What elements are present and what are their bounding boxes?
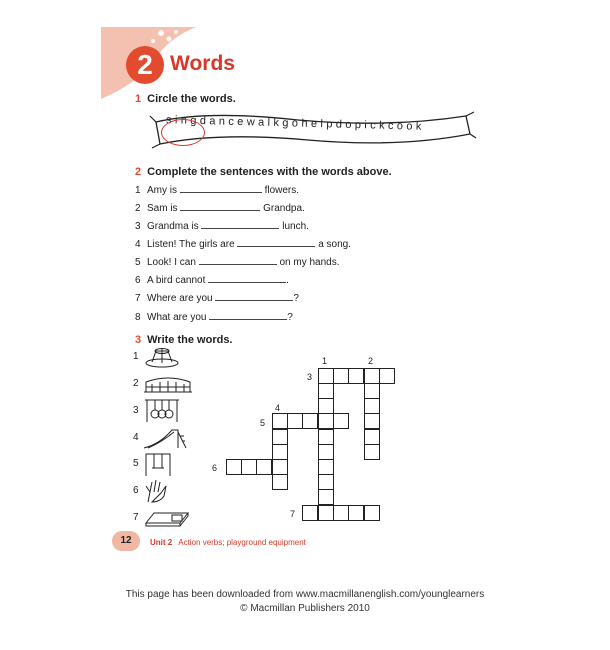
crossword-cell[interactable] <box>364 368 380 384</box>
crossword-cell[interactable] <box>364 398 380 414</box>
answer-blank[interactable] <box>199 255 277 265</box>
section-2-heading <box>135 166 392 178</box>
answer-blank[interactable] <box>209 310 287 320</box>
sentence-2: 2 Sam is Grandpa. <box>135 203 305 214</box>
picture-number: 3 <box>133 405 139 416</box>
sandpit-icon <box>142 505 194 527</box>
unit-label: Unit 2 Action verbs; playground equipment <box>150 538 306 547</box>
section-title: Write the words. <box>147 334 233 346</box>
answer-blank[interactable] <box>208 273 286 283</box>
copyright: © Macmillan Publishers 2010 <box>240 603 370 614</box>
page-number: 12 <box>112 531 140 551</box>
answer-blank[interactable] <box>201 219 279 229</box>
crossword-cell[interactable] <box>318 505 334 521</box>
picture-number: 2 <box>133 378 139 389</box>
section-number: 2 <box>135 166 142 178</box>
swing-icon <box>142 452 176 478</box>
crossword-cell[interactable] <box>272 474 288 490</box>
word-snake-text: singdancewalkgohelpdopickcook <box>165 114 425 133</box>
answer-blank[interactable] <box>237 237 315 247</box>
crossword-cell[interactable] <box>318 459 334 475</box>
crossword-cell[interactable] <box>364 444 380 460</box>
clue-number: 6 <box>212 463 218 473</box>
hand-icon <box>142 478 172 504</box>
crossword-cell[interactable] <box>348 505 364 521</box>
crossword-cell[interactable] <box>348 368 364 384</box>
sentence-1: 1 Amy is flowers. <box>135 185 300 196</box>
clue-number: 4 <box>275 403 281 413</box>
section-title: Complete the sentences with the words above. <box>147 166 392 178</box>
crossword-cell[interactable] <box>318 398 334 414</box>
download-notice: This page has been downloaded from www.macmillanenglish.com/younglearners <box>125 589 485 600</box>
sentence-7: 7 Where are you ? <box>135 293 299 304</box>
crossword-cell[interactable] <box>272 444 288 460</box>
crossword-cell[interactable] <box>226 459 242 475</box>
answer-blank[interactable] <box>215 291 293 301</box>
sentence-5: 5 Look! I can on my hands. <box>135 257 340 268</box>
answer-blank[interactable] <box>180 201 260 211</box>
crossword-cell[interactable] <box>318 383 334 399</box>
crossword-cell[interactable] <box>302 505 318 521</box>
crossword-cell[interactable] <box>318 368 334 384</box>
crossword-cell[interactable] <box>318 489 334 505</box>
picture-number: 4 <box>133 432 139 443</box>
clue-number: 5 <box>260 418 266 428</box>
unit-number-badge: 2 <box>126 46 164 84</box>
crossword-cell[interactable] <box>272 459 288 475</box>
section-title: Circle the words. <box>147 93 236 105</box>
slide-icon <box>142 424 190 450</box>
climbing-frame-icon <box>142 372 194 396</box>
answer-blank[interactable] <box>180 183 262 193</box>
picture-number: 5 <box>133 458 139 469</box>
crossword-cell[interactable] <box>318 444 334 460</box>
crossword-cell[interactable] <box>272 413 288 429</box>
crossword-cell[interactable] <box>333 368 349 384</box>
section-number: 1 <box>135 93 142 105</box>
crossword-cell[interactable] <box>333 505 349 521</box>
picture-number: 6 <box>133 485 139 496</box>
circled-word <box>161 119 205 146</box>
sentence-8: 8 What are you ? <box>135 312 293 323</box>
sentence-3: 3 Grandma is lunch. <box>135 221 309 232</box>
crossword-cell[interactable] <box>364 413 380 429</box>
crossword-cell[interactable] <box>256 459 272 475</box>
rings-icon <box>142 398 182 424</box>
clue-number: 7 <box>290 509 296 519</box>
picture-number: 7 <box>133 512 139 523</box>
picture-number: 1 <box>133 351 139 362</box>
crossword-cell[interactable] <box>333 413 349 429</box>
clue-number: 2 <box>368 356 374 366</box>
roundabout-icon <box>142 345 182 369</box>
crossword-cell[interactable] <box>379 368 395 384</box>
crossword-cell[interactable] <box>241 459 257 475</box>
crossword-cell[interactable] <box>364 429 380 445</box>
page-title: Words <box>170 52 235 75</box>
sentence-4: 4 Listen! The girls are a song. <box>135 239 352 250</box>
crossword-cell[interactable] <box>287 413 303 429</box>
sentence-6: 6 A bird cannot . <box>135 275 289 286</box>
clue-number: 3 <box>307 372 313 382</box>
clue-number: 1 <box>322 356 328 366</box>
crossword-cell[interactable] <box>272 429 288 445</box>
crossword-cell[interactable] <box>302 413 318 429</box>
crossword-cell[interactable] <box>364 505 380 521</box>
section-number: 3 <box>135 334 142 346</box>
crossword-cell[interactable] <box>318 474 334 490</box>
crossword-cell[interactable] <box>318 429 334 445</box>
crossword-cell[interactable] <box>364 383 380 399</box>
crossword-cell[interactable] <box>318 413 334 429</box>
